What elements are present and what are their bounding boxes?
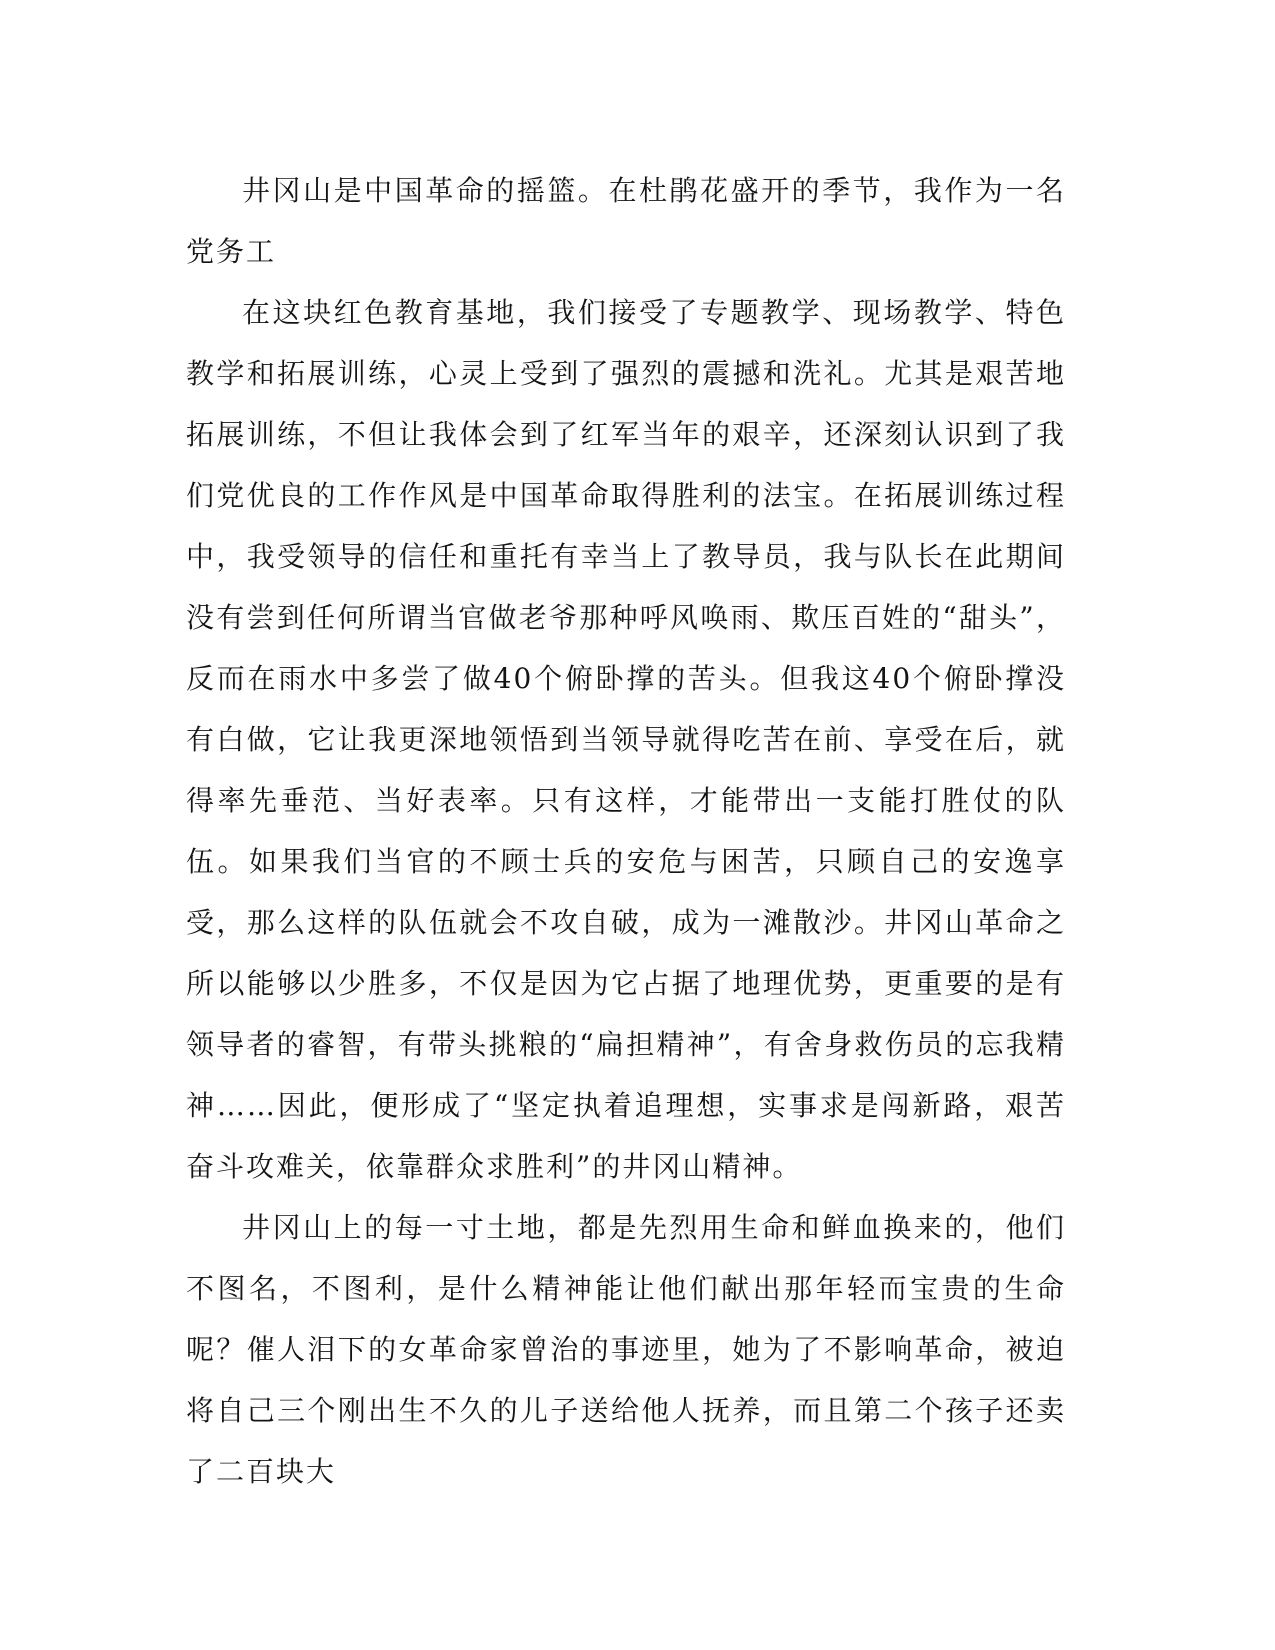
- paragraph-3: 井冈山上的每一寸土地，都是先烈用生命和鲜血换来的，他们不图名，不图利，是什么精神能让他们献出那年轻而宝贵的生命呢？催人泪下的女革命家曾治的事迹里，她为了不影响革命，被迫将自己三个刚出生不久的儿子送给他人抚养，而且第二个孩子还卖了二百块大: [186, 1211, 1066, 1488]
- document-body: [186, 160, 1066, 1502]
- paragraph-1: 井冈山是中国革命的摇篮。在杜鹃花盛开的季节，我作为一名党务工: [186, 174, 1066, 268]
- paragraph-2: 在这块红色教育基地，我们接受了专题教学、现场教学、特色教学和拓展训练，心灵上受到了强烈的震撼和洗礼。尤其是艰苦地拓展训练，不但让我体会到了红军当年的艰辛，还深刻认识到了我们党优良的工作作风是中国革命取得胜利的法宝。在拓展训练过程中，我受领导的信任和重托有幸当上了教导员，我与队长在此期间没有尝到任何所谓当官做老爷那种呼风唤雨、欺压百姓的“甜头”，反而在雨水中多尝了做40个俯卧撑的苦头。但我这40个俯卧撑没有白做，它让我更深地领悟到当领导就得吃苦在前、享受在后，就得率先垂范、当好表率。只有这样，才能带出一支能打胜仗的队伍。如果我们当官的不顾士兵的安危与困苦，只顾自己的安逸享受，那么这样的队伍就会不攻自破，成为一滩散沙。井冈山革命之所以能够以少胜多，不仅是因为它占据了地理优势，更重要的是有领导者的睿智，有带头挑粮的“扁担精神”，有舍身救伤员的忘我精神……因此，便形成了“坚定执着追理想，实事求是闯新路，艰苦奋斗攻难关，依靠群众求胜利”的井冈山精神。: [186, 296, 1066, 1183]
